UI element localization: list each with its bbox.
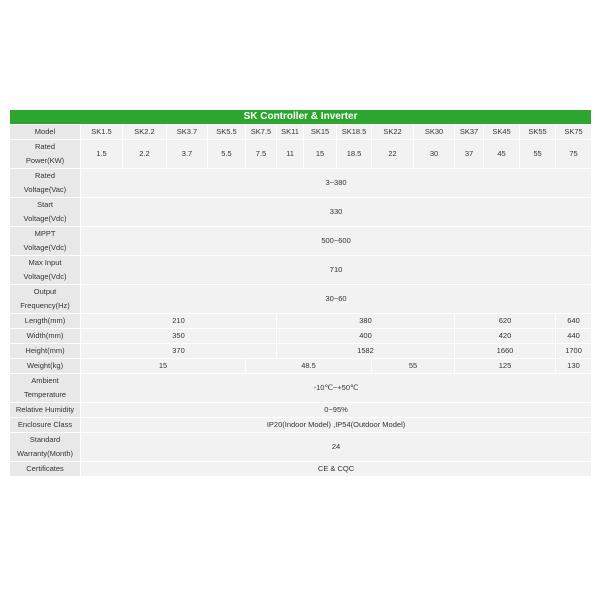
max-input-voltage-row xyxy=(10,256,592,285)
start-voltage-row xyxy=(10,198,592,227)
label-line: Voltage(Vdc) xyxy=(23,272,67,281)
power-cell: 5.5 xyxy=(208,140,246,169)
model-cell: SK7.5 xyxy=(246,125,277,140)
table-title: SK Controller & Inverter xyxy=(10,110,592,125)
width-cell: 420 xyxy=(455,329,556,344)
mppt-voltage-value: 500~600 xyxy=(81,227,592,256)
model-cell: SK55 xyxy=(520,125,556,140)
width-row xyxy=(10,329,592,344)
height-label: Height(mm) xyxy=(10,344,81,359)
standard-warranty-row xyxy=(10,433,592,462)
model-cell: SK2.2 xyxy=(123,125,167,140)
length-cell: 640 xyxy=(556,314,592,329)
label-line: Rated xyxy=(34,142,55,151)
label-line: Voltage(Vdc) xyxy=(23,214,67,223)
weight-cell: 130 xyxy=(556,359,592,374)
width-label: Width(mm) xyxy=(10,329,81,344)
power-cell: 7.5 xyxy=(246,140,277,169)
certificates-label: Certificates xyxy=(10,462,81,477)
power-cell: 1.5 xyxy=(81,140,123,169)
power-cell: 15 xyxy=(304,140,337,169)
label-line: Ambient xyxy=(31,376,59,385)
max-input-voltage-label xyxy=(10,256,81,285)
length-row xyxy=(10,314,592,329)
height-cell: 1700 xyxy=(556,344,592,359)
rated-power-row xyxy=(10,140,592,169)
enclosure-class-label: Enclosure Class xyxy=(10,418,81,433)
label-line: Max Input xyxy=(28,258,62,267)
label-line: Voltage(Vac) xyxy=(23,185,67,194)
model-cell: SK1.5 xyxy=(81,125,123,140)
width-cell: 400 xyxy=(277,329,455,344)
model-cell: SK3.7 xyxy=(167,125,208,140)
model-cell: SK37 xyxy=(455,125,484,140)
model-row xyxy=(10,125,592,140)
weight-cell: 48.5 xyxy=(246,359,372,374)
rated-voltage-label xyxy=(10,169,81,198)
max-input-voltage-value: 710 xyxy=(81,256,592,285)
enclosure-class-row xyxy=(10,418,592,433)
power-cell: 30 xyxy=(414,140,455,169)
weight-cell: 125 xyxy=(455,359,556,374)
rated-power-label xyxy=(10,140,81,169)
model-cell: SK11 xyxy=(277,125,304,140)
height-cell: 370 xyxy=(81,344,277,359)
relative-humidity-value: 0~95% xyxy=(81,403,592,418)
standard-warranty-value: 24 xyxy=(81,433,592,462)
label-line: MPPT xyxy=(34,229,56,238)
mppt-voltage-row xyxy=(10,227,592,256)
height-cell: 1660 xyxy=(455,344,556,359)
model-cell: SK75 xyxy=(556,125,592,140)
weight-label: Weight(kg) xyxy=(10,359,81,374)
label-line: Frequency(Hz) xyxy=(20,301,70,310)
length-cell: 210 xyxy=(81,314,277,329)
start-voltage-value: 330 xyxy=(81,198,592,227)
spec-table xyxy=(9,109,592,477)
power-cell: 2.2 xyxy=(123,140,167,169)
power-cell: 11 xyxy=(277,140,304,169)
weight-cell: 55 xyxy=(372,359,455,374)
label-line: Voltage(Vdc) xyxy=(23,243,67,252)
ambient-temperature-value: -10℃~+50℃ xyxy=(81,374,592,403)
power-cell: 3.7 xyxy=(167,140,208,169)
ambient-temperature-label xyxy=(10,374,81,403)
power-cell: 45 xyxy=(484,140,520,169)
power-cell: 37 xyxy=(455,140,484,169)
model-cell: SK45 xyxy=(484,125,520,140)
model-cell: SK30 xyxy=(414,125,455,140)
label-line: Power(KW) xyxy=(25,156,65,165)
label-line: Rated xyxy=(34,171,55,180)
enclosure-class-value: IP20(Indoor Model) ,IP54(Outdoor Model) xyxy=(81,418,592,433)
power-cell: 55 xyxy=(520,140,556,169)
certificates-value: CE & CQC xyxy=(81,462,592,477)
output-frequency-row xyxy=(10,285,592,314)
length-cell: 620 xyxy=(455,314,556,329)
width-cell: 440 xyxy=(556,329,592,344)
power-cell: 18.5 xyxy=(337,140,372,169)
mppt-voltage-label xyxy=(10,227,81,256)
weight-cell: 15 xyxy=(81,359,246,374)
certificates-row xyxy=(10,462,592,477)
label-line: Standard xyxy=(29,435,61,444)
height-cell: 1582 xyxy=(277,344,455,359)
power-cell: 22 xyxy=(372,140,414,169)
model-cell: SK5.5 xyxy=(208,125,246,140)
model-cell: SK22 xyxy=(372,125,414,140)
label-line: Temperature xyxy=(23,390,67,399)
model-label: Model xyxy=(10,125,81,140)
height-row xyxy=(10,344,592,359)
model-cell: SK18.5 xyxy=(337,125,372,140)
ambient-temperature-row xyxy=(10,374,592,403)
standard-warranty-label xyxy=(10,433,81,462)
rated-voltage-row xyxy=(10,169,592,198)
rated-voltage-value: 3~380 xyxy=(81,169,592,198)
label-line: Output xyxy=(33,287,57,296)
start-voltage-label xyxy=(10,198,81,227)
width-cell: 350 xyxy=(81,329,277,344)
output-frequency-value: 30~60 xyxy=(81,285,592,314)
label-line: Warranty(Month) xyxy=(17,449,73,458)
weight-row xyxy=(10,359,592,374)
length-cell: 380 xyxy=(277,314,455,329)
relative-humidity-label: Relative Humidity xyxy=(10,403,81,418)
power-cell: 75 xyxy=(556,140,592,169)
model-cell: SK15 xyxy=(304,125,337,140)
relative-humidity-row xyxy=(10,403,592,418)
output-frequency-label xyxy=(10,285,81,314)
label-line: Start xyxy=(37,200,53,209)
length-label: Length(mm) xyxy=(10,314,81,329)
